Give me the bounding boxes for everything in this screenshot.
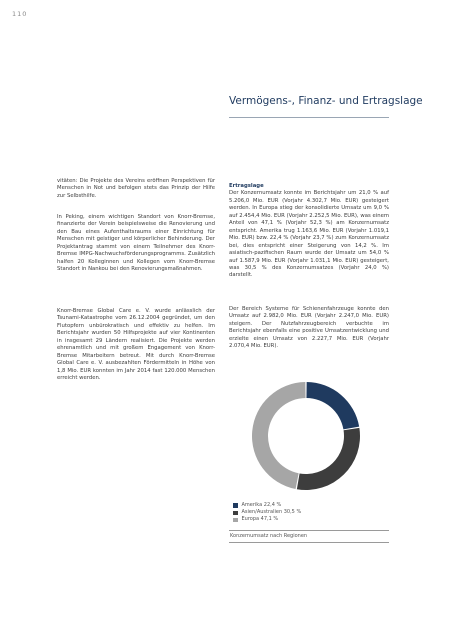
donut-slice-europa <box>252 382 306 489</box>
caption-rule-top <box>229 530 389 531</box>
section-title: Vermögens-, Finanz- und Ertragslage <box>229 95 423 107</box>
legend-item-asien <box>233 509 301 516</box>
legend-label-asien: Asien/Australien 30,5 % <box>241 509 302 516</box>
left-paragraph-3: Knorr-Bremse Global Care e. V. wurde anlässlich der Tsunami-Katastrophe vom 26.12.2004 gegründet, um den Flutopfern unbürokratisch und effektiv zu helfen. Im Berichtsjahr wurden 50 Hilfsprojekte auf vier Kontinenten in insgesamt 29 Ländern realisiert. Die Projekte werden ehrenamtlich und mit großem Engagement von Knorr-Bremse Mitarbeitern betreut. Mit durch Knorr-Bremse Global Care e. V. ausbezahlten Fördermitteln in Höhe von 1,8 Mio. EUR konnten im Jahr 2014 fast 120.000 Menschen erreicht werden. <box>57 308 215 382</box>
right-paragraph-1: Der Konzernumsatz konnte im Berichtsjahr um 21,0 % auf 5.206,0 Mio. EUR (Vorjahr 4.302,7 Mio. EUR) gesteigert werden. In Europa stieg der konsolidierte Umsatz um 9,0 % auf 2.454,4 Mio. EUR (Vorjahr 2.252,5 Mio. EUR), was einem Anteil von 47,1 % (Vorjahr 52,3 %) am Konzernumsatz entspricht. Amerika trug 1.163,6 Mio. EUR (Vorjahr 1.019,1 Mio. EUR) bzw. 22,4 % (Vorjahr 23,7 %) zum Konzernumsatz bei, dies entspricht einer Steigerung von 14,2 %. Im asiatisch-pazifischen Raum wurde der Umsatz um 54,0 % auf 1.587,9 Mio. EUR (Vorjahr 1.031,1 Mio. EUR) gesteigert, was 30,5 % des Konzernumsatzes (Vorjahr 24,0 %) darstellt. <box>229 190 389 279</box>
donut-slice-amerika <box>306 382 359 429</box>
legend-label-europa: Europa 47,1 % <box>241 516 279 523</box>
title-rule <box>229 117 389 118</box>
legend-label-amerika: Amerika 22,4 % <box>241 502 282 508</box>
left-paragraph-1: vitäten: Die Projekte des Vereins eröffnen Perspektiven für Menschen in Not und befolgen stets das Prinzip der Hilfe zur Selbsthilfe. <box>57 178 215 199</box>
caption-rule-bottom <box>229 542 389 543</box>
left-paragraph-2: In Peking, einem wichtigen Standort von Knorr-Bremse, finanzierte der Verein beispielsweise die Renovierung und den Bau eines Aufenthaltsraums einer Einrichtung für Menschen mit geistiger und körperlicher Behinderung. Der Projektantrag stammt von einem Teilnehmer des Knorr-Bremse IMPG-Nachwuchsförderungsprogramms. Zusätzlich halfen 20 Kolleginnen und Kollegen vom Knorr-Bremse Standort in Nankou bei den Renovierungsmaßnahmen. <box>57 214 215 273</box>
chart-legend <box>233 502 301 524</box>
page-number: 110 <box>12 10 28 18</box>
ertragslage-section <box>229 183 389 280</box>
donut-slice-asien-australien <box>297 428 360 490</box>
revenue-donut-chart <box>251 381 361 491</box>
legend-item-amerika <box>233 502 301 509</box>
legend-swatch-europa <box>233 518 238 523</box>
right-paragraph-2: Der Bereich Systeme für Schienenfahrzeuge konnte den Umsatz auf 2.982,0 Mio. EUR (Vorjahr 2.247,0 Mio. EUR) steigern. Der Nutzfahrzeugbereich verbuchte im Berichtsjahr ebenfalls eine positive Umsatzentwicklung und erzielte einen Umsatz von 2.227,7 Mio. EUR (Vorjahr 2.070,4 Mio. EUR). <box>229 306 389 350</box>
figure-caption: Konzernumsatz nach Regionen <box>230 533 308 539</box>
ertragslage-heading: Ertragslage <box>229 183 264 189</box>
legend-swatch-amerika <box>233 503 238 508</box>
legend-item-europa <box>233 516 301 523</box>
legend-swatch-asien <box>233 511 238 516</box>
